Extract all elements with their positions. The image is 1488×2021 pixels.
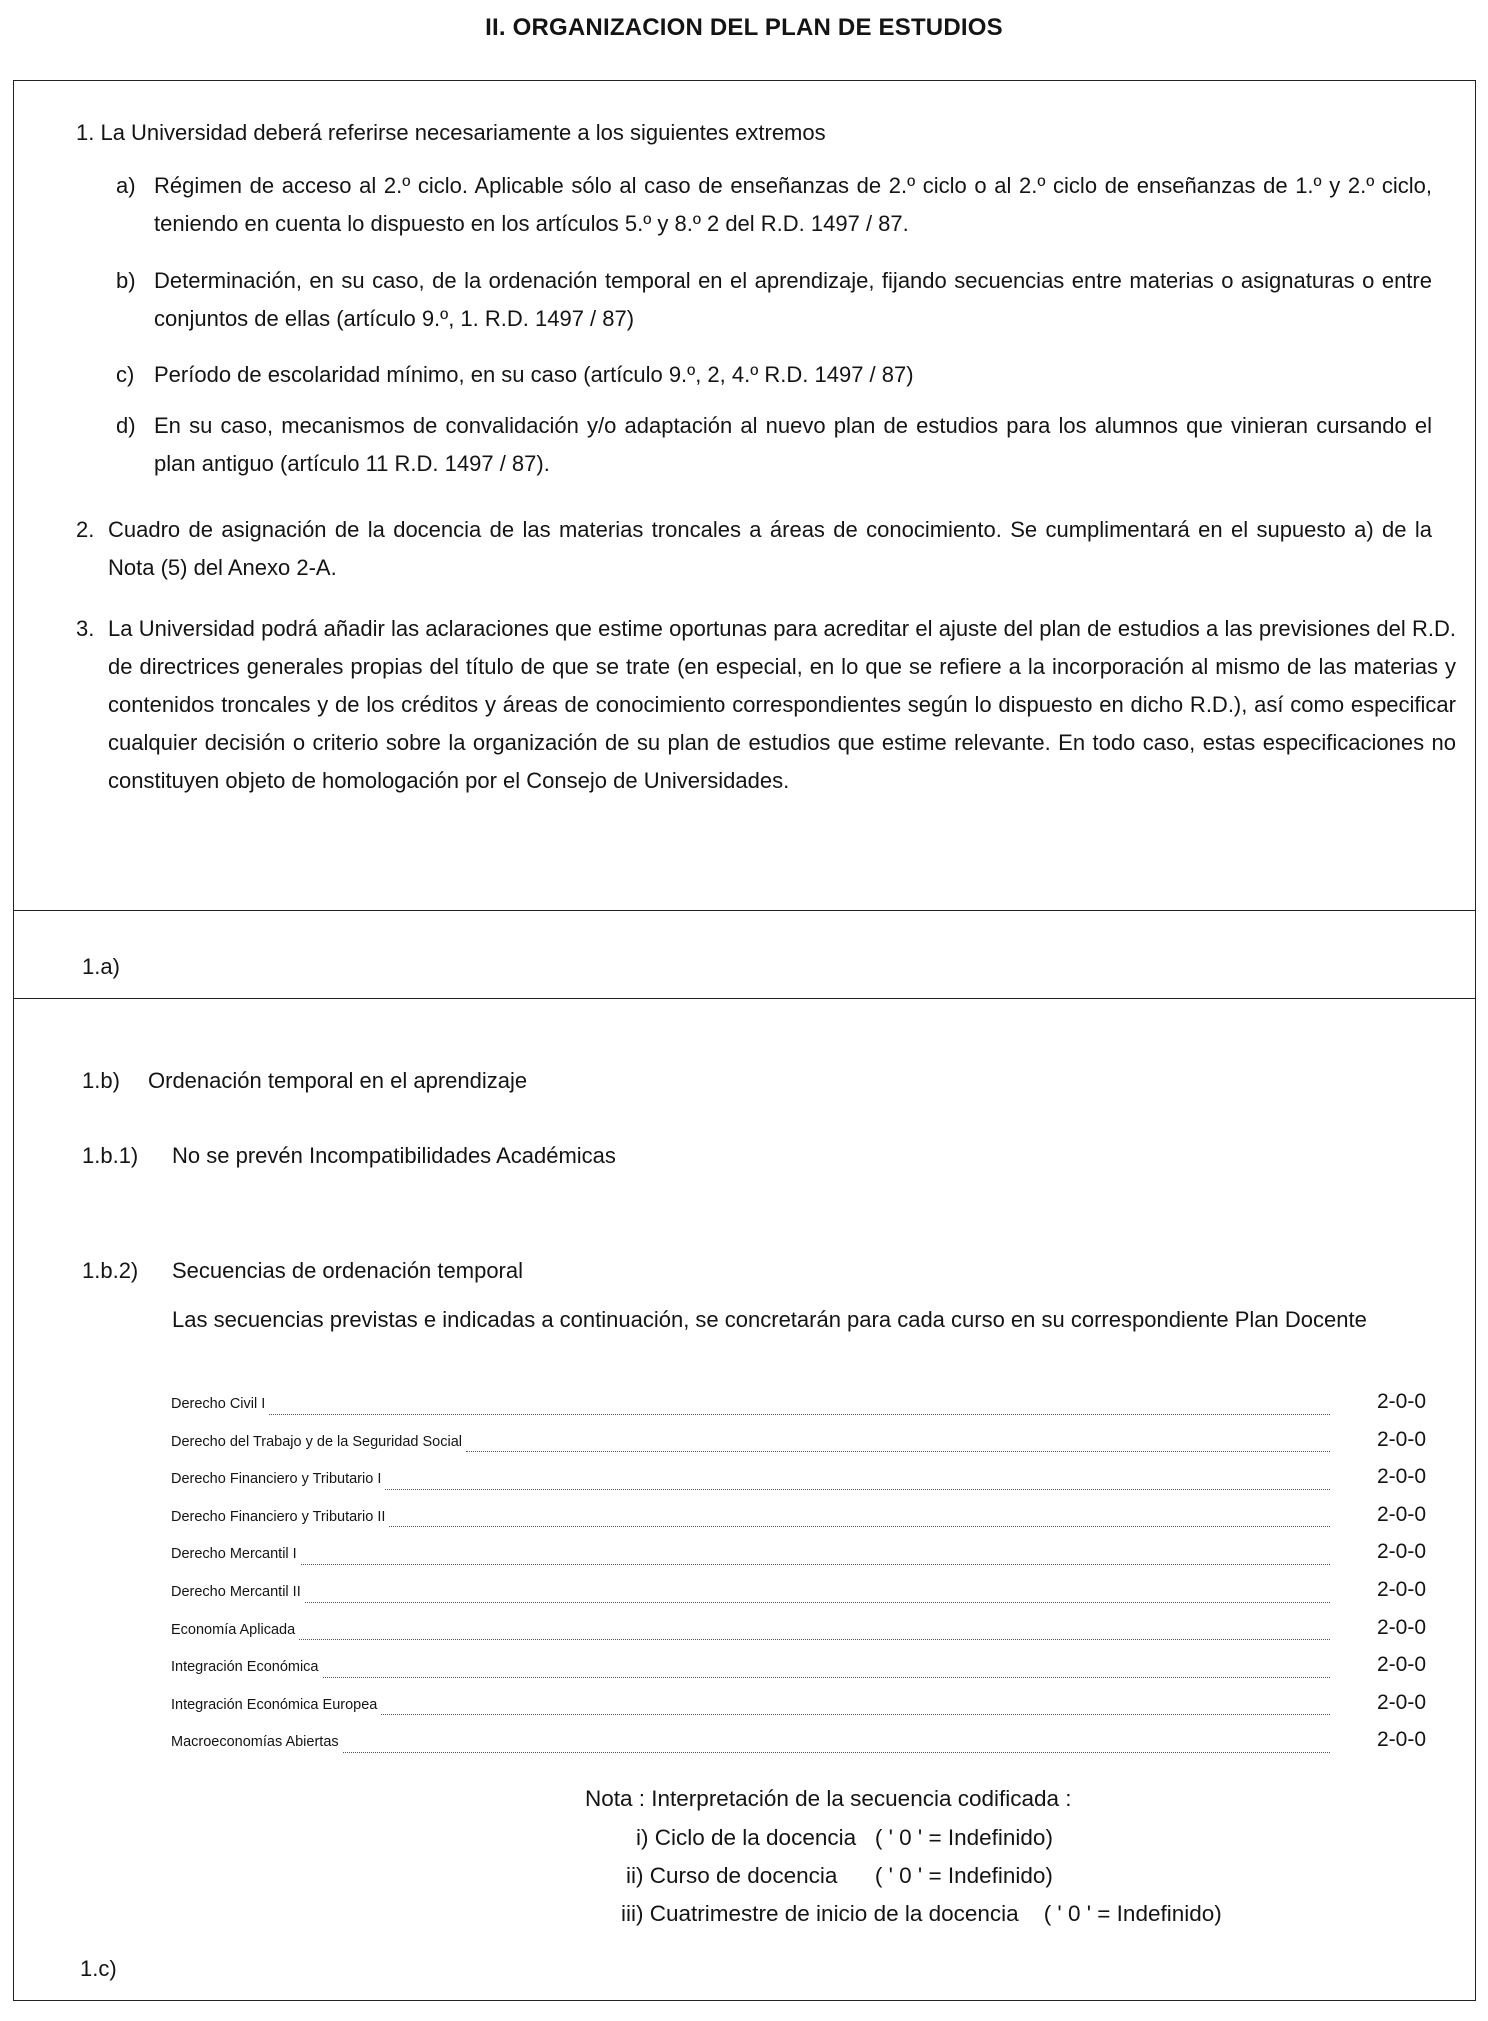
sequence-code: 2-0-0 xyxy=(1376,1578,1426,1601)
section-1b2-title: Secuencias de ordenación temporal xyxy=(172,1258,524,1283)
intro-paragraph-2 xyxy=(76,511,1432,587)
sequence-row xyxy=(171,1691,1426,1729)
section-1b-label: 1.b) xyxy=(82,1068,120,1093)
item-text: Período de escolaridad mínimo, en su caso (artículo 9.º, 2, 4.º R.D. 1497 / 87) xyxy=(154,362,914,387)
sequence-subject: Derecho Financiero y Tributario II xyxy=(171,1508,386,1525)
item-text: Régimen de acceso al 2.º ciclo. Aplicable sólo al caso de enseñanzas de 2.º ciclo o al 2.º ciclo de enseñanzas de 1.º y 2.º ciclo, teniendo en cuenta lo dispuesto en los artículos 5.º y 8.º 2 del R.D. 1497 / 87. xyxy=(154,173,1432,236)
sequence-subject: Economía Aplicada xyxy=(171,1621,296,1638)
sequence-code: 2-0-0 xyxy=(1376,1615,1426,1639)
dot-leader xyxy=(323,1677,1331,1678)
sequence-row xyxy=(171,1578,1426,1616)
item-label: d) xyxy=(116,413,136,438)
sequence-row xyxy=(171,1465,1426,1503)
section-1b2-label: 1.b.2) xyxy=(82,1258,139,1283)
dot-leader xyxy=(389,1526,1330,1527)
dot-leader xyxy=(466,1451,1330,1452)
sequence-subject: Macroeconomías Abiertas xyxy=(171,1734,339,1751)
paragraph-text: Cuadro de asignación de la docencia de las materias troncales a áreas de conocimiento. Se cumplimentará en el supuesto a) de la Nota (5) del Anexo 2-A. xyxy=(108,517,1432,580)
nota-item-i: i) Ciclo de la docencia ( ' 0 ' = Indefinido) xyxy=(636,1825,1053,1850)
page-title: II. ORGANIZACION DEL PLAN DE ESTUDIOS xyxy=(485,14,1003,41)
sequence-code: 2-0-0 xyxy=(1376,1653,1426,1677)
sequence-subject: Derecho Civil I xyxy=(171,1396,266,1412)
paragraph-label: 3. xyxy=(76,616,95,641)
intro-item-c xyxy=(116,356,1432,394)
sequence-row xyxy=(171,1540,1426,1578)
dot-leader xyxy=(301,1564,1330,1565)
sequence-row xyxy=(171,1428,1426,1466)
intro-item-b xyxy=(116,262,1432,338)
dot-leader xyxy=(381,1714,1330,1715)
dot-leader xyxy=(305,1602,1330,1603)
item-text: Determinación, en su caso, de la ordenación temporal en el aprendizaje, fijando secuencias entre materias o asignaturas o entre conjuntos de ellas (artículo 9.º, 1. R.D. 1497 / 87) xyxy=(154,268,1432,331)
sequence-row xyxy=(171,1390,1426,1428)
intro-heading: 1. La Universidad deberá referirse necesariamente a los siguientes extremos xyxy=(76,120,826,145)
dot-leader xyxy=(343,1752,1330,1753)
section-1b1-label: 1.b.1) xyxy=(82,1143,139,1168)
sequence-row xyxy=(171,1503,1426,1541)
nota-item-iii: iii) Cuatrimestre de inicio de la docencia ( ' 0 ' = Indefinido) xyxy=(621,1901,1222,1926)
sequence-subject: Derecho Mercantil II xyxy=(171,1584,301,1600)
dot-leader xyxy=(385,1489,1330,1490)
section-1a-label: 1.a) xyxy=(82,954,120,979)
section-1b-title: Ordenación temporal en el aprendizaje xyxy=(148,1068,528,1093)
dot-leader xyxy=(299,1639,1330,1640)
divider-1 xyxy=(13,910,1476,911)
item-label: b) xyxy=(116,268,136,293)
section-1b2-description: Las secuencias previstas e indicadas a continuación, se concretarán para cada curso en su correspondiente Plan Docente xyxy=(172,1307,1367,1332)
sequence-code: 2-0-0 xyxy=(1376,1390,1426,1413)
sequence-subject: Derecho Financiero y Tributario I xyxy=(171,1471,382,1488)
sequence-code: 2-0-0 xyxy=(1376,1728,1426,1752)
paragraph-label: 2. xyxy=(76,517,95,542)
sequence-code: 2-0-0 xyxy=(1376,1465,1426,1489)
item-label: a) xyxy=(116,173,136,198)
box-bottom-border xyxy=(13,2000,1476,2001)
sequence-subject: Derecho del Trabajo y de la Seguridad Social xyxy=(171,1433,462,1450)
sequence-row xyxy=(171,1728,1426,1766)
sequence-row xyxy=(171,1653,1426,1691)
intro-item-a xyxy=(116,167,1432,243)
dot-leader xyxy=(269,1414,1330,1415)
paragraph-text: La Universidad podrá añadir las aclaraciones que estime oportunas para acreditar el ajuste del plan de estudios a las previsiones del R.D. de directrices generales propias del título de que se trate (en especial, en lo que se refiere a la incorporación al mismo de las materias y contenidos troncales y de los créditos y áreas de conocimiento correspondientes según lo dispuesto en dicho R.D.), así como especificar cualquier decisión o criterio sobre la organización de su plan de estudios que estime relevante. En todo caso, estas especificaciones no constituyen objeto de homologación por el Consejo de Universidades. xyxy=(108,616,1456,793)
sequence-code: 2-0-0 xyxy=(1376,1540,1426,1564)
sequence-code: 2-0-0 xyxy=(1376,1502,1426,1526)
intro-item-d xyxy=(116,407,1432,483)
sequence-subject: Derecho Mercantil I xyxy=(171,1546,297,1563)
divider-2 xyxy=(13,998,1476,999)
nota-title: Nota : Interpretación de la secuencia codificada : xyxy=(585,1786,1072,1811)
nota-item-ii: ii) Curso de docencia ( ' 0 ' = Indefinido) xyxy=(626,1863,1053,1888)
sequence-subject: Integración Económica xyxy=(171,1659,319,1676)
item-label: c) xyxy=(116,362,135,387)
section-1c-label: 1.c) xyxy=(80,1956,117,1981)
item-text: En su caso, mecanismos de convalidación y/o adaptación al nuevo plan de estudios para los alumnos que vinieran cursando el plan antiguo (artículo 11 R.D. 1497 / 87). xyxy=(154,413,1432,476)
intro-paragraph-3 xyxy=(76,610,1456,838)
sequence-subject: Integración Económica Europea xyxy=(171,1696,378,1713)
sequence-code: 2-0-0 xyxy=(1376,1690,1426,1714)
sequence-code: 2-0-0 xyxy=(1376,1427,1426,1451)
section-1b1-text: No se prevén Incompatibilidades Académicas xyxy=(172,1143,616,1168)
sequence-row xyxy=(171,1616,1426,1654)
